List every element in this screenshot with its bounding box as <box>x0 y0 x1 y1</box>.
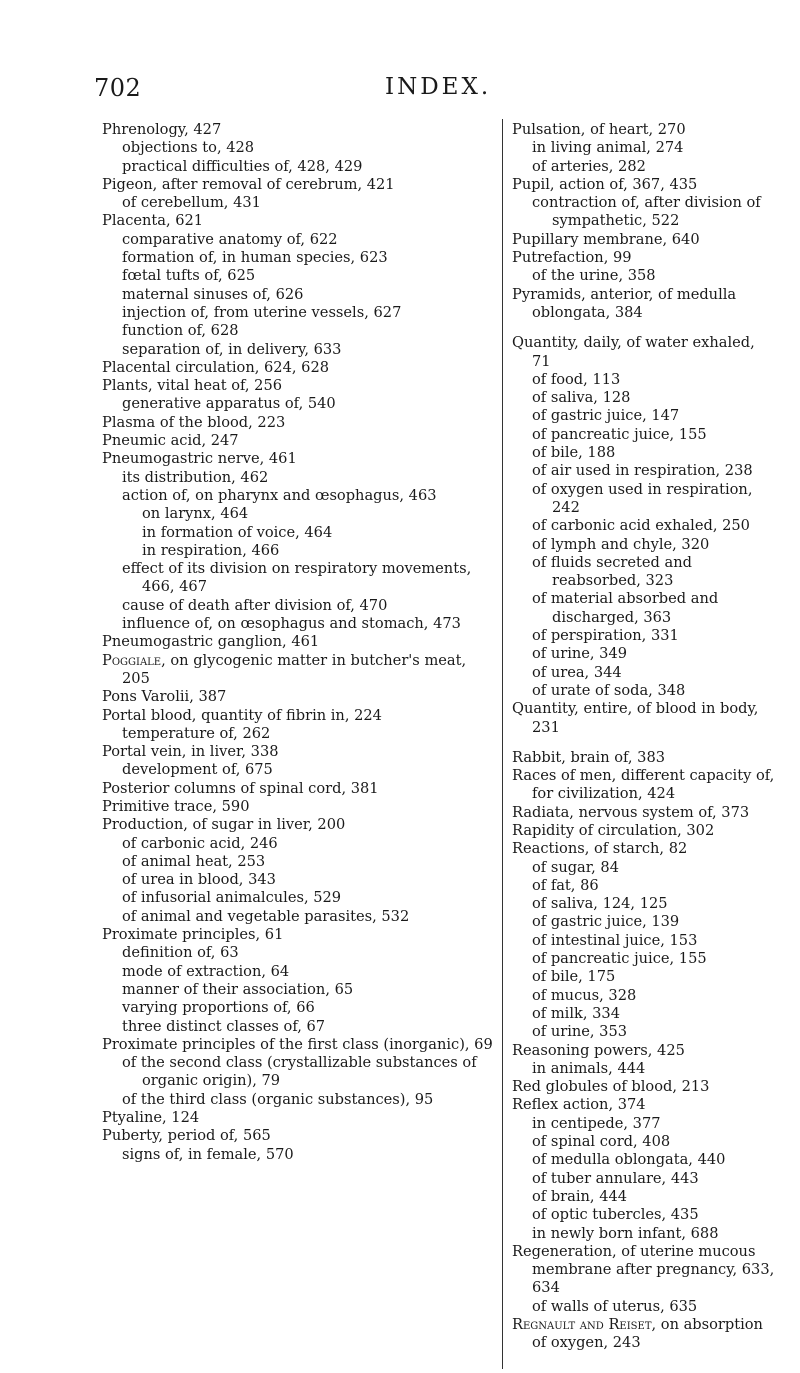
index-subentry <box>512 1023 777 1041</box>
entry-text: , on absorption of oxygen, 243 <box>532 1316 763 1352</box>
index-entry <box>102 780 494 798</box>
entry-text: Pulsation, of heart, 270 <box>512 121 686 138</box>
index-subentry <box>512 1188 777 1206</box>
index-subentry <box>102 1054 494 1091</box>
entry-text: Pneumogastric ganglion, 461 <box>102 633 320 651</box>
index-column-right <box>512 121 777 1353</box>
entry-text: comparative anatomy of, 622 <box>122 230 338 248</box>
index-subentry <box>102 249 494 267</box>
entry-text: Portal vein, in liver, 338 <box>102 743 279 761</box>
index-subentry <box>512 895 777 913</box>
entry-text: of saliva, 128 <box>532 389 631 407</box>
entry-text: Production, of sugar in liver, 200 <box>102 816 346 834</box>
entry-text: Pons Varolii, 387 <box>102 688 227 706</box>
entry-text: Proximate principles of the first class (inorganic), 69 <box>102 1035 493 1053</box>
index-entry <box>102 1127 494 1145</box>
entry-text: Plants, vital heat of, 256 <box>102 377 283 395</box>
entry-text: in animals, 444 <box>532 1059 646 1077</box>
entry-text: of cerebellum, 431 <box>122 194 261 212</box>
index-entry <box>102 743 494 761</box>
index-subentry <box>512 932 777 950</box>
entry-text: of animal and vegetable parasites, 532 <box>122 907 410 925</box>
index-subentry <box>512 536 777 554</box>
entry-text: cause of death after division of, 470 <box>122 596 388 614</box>
index-subentry <box>512 913 777 931</box>
entry-text: of air used in respiration, 238 <box>532 462 753 480</box>
index-subentry <box>102 1146 494 1164</box>
index-subentry <box>512 877 777 895</box>
index-subentry <box>512 554 777 591</box>
index-entry <box>102 414 494 432</box>
entry-text: of mucus, 328 <box>532 986 637 1004</box>
entry-text: Ptyaline, 124 <box>102 1109 200 1127</box>
index-entry <box>102 633 494 651</box>
index-subentry <box>512 389 777 407</box>
entry-text: of arteries, 282 <box>532 157 646 175</box>
index-entry <box>102 652 494 689</box>
entry-text: manner of their association, 65 <box>122 980 354 998</box>
index-subentry <box>512 1225 777 1243</box>
index-entry <box>512 700 777 737</box>
entry-text: of lymph and chyle, 320 <box>532 535 710 553</box>
entry-text: action of, on pharynx and œsophagus, 463 <box>122 486 437 504</box>
index-subentry <box>102 542 494 560</box>
entry-text: separation of, in delivery, 633 <box>122 340 342 358</box>
entry-text: on larynx, 464 <box>142 505 249 523</box>
index-subentry <box>512 682 777 700</box>
entry-text: of tuber annulare, 443 <box>532 1169 699 1187</box>
index-subentry <box>102 267 494 285</box>
entry-text: of milk, 334 <box>532 1004 620 1022</box>
entry-text: objections to, 428 <box>122 139 255 157</box>
index-subentry <box>102 981 494 999</box>
index-subentry <box>102 1018 494 1036</box>
entry-text: of gastric juice, 147 <box>532 407 680 425</box>
index-subentry <box>102 835 494 853</box>
index-entry <box>512 1042 777 1060</box>
index-subentry <box>512 444 777 462</box>
entry-text: of oxygen used in respiration, 242 <box>532 480 753 516</box>
entry-text: Pneumic acid, 247 <box>102 432 239 450</box>
index-subentry <box>512 1005 777 1023</box>
index-subentry <box>512 987 777 1005</box>
index-entry <box>102 926 494 944</box>
entry-text: Plasma of the blood, 223 <box>102 413 286 431</box>
index-entry <box>512 1078 777 1096</box>
entry-text: of spinal cord, 408 <box>532 1133 671 1151</box>
entry-text: of brain, 444 <box>532 1187 628 1205</box>
entry-text: in newly born infant, 688 <box>532 1224 719 1242</box>
entry-text: injection of, from uterine vessels, 627 <box>122 303 402 321</box>
entry-text: Pigeon, after removal of cerebrum, 421 <box>102 175 395 193</box>
entry-text: fœtal tufts of, 625 <box>122 267 256 285</box>
index-subentry <box>512 1206 777 1224</box>
entry-text: of carbonic acid exhaled, 250 <box>532 517 750 535</box>
entry-text: varying proportions of, 66 <box>122 999 315 1017</box>
index-subentry <box>512 1151 777 1169</box>
index-entry <box>512 334 777 371</box>
index-subentry <box>512 426 777 444</box>
index-subentry <box>102 761 494 779</box>
entry-text: Reactions, of starch, 82 <box>512 840 688 858</box>
entry-text: development of, 675 <box>122 761 273 779</box>
entry-text: in respiration, 466 <box>142 541 280 559</box>
entry-text: Radiata, nervous system of, 373 <box>512 803 750 821</box>
index-subentry <box>102 158 494 176</box>
index-subentry <box>102 139 494 157</box>
index-subentry <box>102 304 494 322</box>
index-entry <box>512 749 777 767</box>
index-entry <box>512 822 777 840</box>
index-subentry <box>102 908 494 926</box>
entry-text: Placental circulation, 624, 628 <box>102 358 330 376</box>
index-entry <box>102 816 494 834</box>
index-entry <box>102 212 494 230</box>
index-subentry <box>102 871 494 889</box>
entry-text: of urine, 353 <box>532 1023 628 1041</box>
index-subentry <box>512 1298 777 1316</box>
entry-text: of pancreatic juice, 155 <box>532 950 707 968</box>
index-subentry <box>512 462 777 480</box>
entry-text: Red globules of blood, 213 <box>512 1078 710 1096</box>
index-entry <box>102 798 494 816</box>
entry-text: definition of, 63 <box>122 944 239 962</box>
index-entry <box>512 286 777 323</box>
entry-text: Placenta, 621 <box>102 212 204 230</box>
index-column-left <box>102 121 494 1164</box>
entry-text: mode of extraction, 64 <box>122 962 290 980</box>
index-entry <box>512 176 777 194</box>
entry-text: Puberty, period of, 565 <box>102 1127 271 1145</box>
entry-text: Pupil, action of, 367, 435 <box>512 175 698 193</box>
author-name: Poggiale <box>102 651 162 669</box>
index-subentry <box>512 517 777 535</box>
index-subentry <box>102 322 494 340</box>
entry-text: Rapidity of circulation, 302 <box>512 821 715 839</box>
entry-text: of urine, 349 <box>532 645 628 663</box>
index-subentry <box>102 853 494 871</box>
entry-text: Regeneration, of uterine mucous membrane after pregnancy, 633, 634 <box>512 1242 775 1297</box>
index-subentry <box>512 194 777 231</box>
entry-text: of infusorial animalcules, 529 <box>122 889 342 907</box>
index-entry <box>512 249 777 267</box>
entry-text: of the second class (crystallizable substances of organic origin), 79 <box>122 1054 477 1090</box>
index-entry <box>102 688 494 706</box>
entry-text: Races of men, different capacity of, for civilization, 424 <box>512 767 775 803</box>
entry-text: of walls of uterus, 635 <box>532 1297 698 1315</box>
index-subentry <box>512 1060 777 1078</box>
entry-text: of intestinal juice, 153 <box>532 931 698 949</box>
index-subentry <box>102 341 494 359</box>
index-subentry <box>102 231 494 249</box>
entry-text: of saliva, 124, 125 <box>532 895 668 913</box>
entry-text: effect of its division on respiratory movements, 466, 467 <box>122 560 472 596</box>
entry-text: of medulla oblongata, 440 <box>532 1151 726 1169</box>
entry-text: of material absorbed and discharged, 363 <box>532 590 719 626</box>
entry-text: Pneumogastric nerve, 461 <box>102 450 297 468</box>
index-subentry <box>512 664 777 682</box>
entry-text: in formation of voice, 464 <box>142 523 333 541</box>
index-subentry <box>102 560 494 597</box>
index-subentry <box>512 267 777 285</box>
section-gap <box>512 322 777 334</box>
index-subentry <box>102 469 494 487</box>
entry-text: in living animal, 274 <box>532 139 684 157</box>
column-divider <box>502 119 503 1369</box>
index-subentry <box>102 487 494 505</box>
index-subentry <box>512 645 777 663</box>
index-entry <box>512 840 777 858</box>
entry-text: of fluids secreted and reabsorbed, 323 <box>532 553 692 590</box>
index-entry <box>512 231 777 249</box>
index-subentry <box>512 481 777 518</box>
index-subentry <box>512 1133 777 1151</box>
entry-text: Pupillary membrane, 640 <box>512 230 700 248</box>
index-subentry <box>102 597 494 615</box>
entry-text: , on glycogenic matter in butcher's meat, 205 <box>122 651 467 687</box>
index-subentry <box>102 999 494 1017</box>
entry-text: of food, 113 <box>532 370 621 388</box>
entry-text: influence of, on œsophagus and stomach, 473 <box>122 615 461 633</box>
entry-text: of sugar, 84 <box>532 858 619 876</box>
entry-text: Posterior columns of spinal cord, 381 <box>102 779 379 797</box>
running-head-title: INDEX. <box>385 74 492 100</box>
entry-text: of gastric juice, 139 <box>532 913 680 931</box>
index-subentry <box>102 1091 494 1109</box>
entry-text: Proximate principles, 61 <box>102 926 284 944</box>
index-subentry <box>512 407 777 425</box>
index-entry <box>102 1036 494 1054</box>
entry-text: Portal blood, quantity of fibrin in, 224 <box>102 706 382 724</box>
entry-text: Reasoning powers, 425 <box>512 1041 685 1059</box>
entry-text: of urea, 344 <box>532 663 622 681</box>
entry-text: of animal heat, 253 <box>122 852 266 870</box>
index-entry <box>512 1243 777 1298</box>
entry-text: Phrenology, 427 <box>102 121 222 138</box>
index-entry <box>102 377 494 395</box>
page-header <box>0 74 800 104</box>
index-subentry <box>102 505 494 523</box>
index-subentry <box>102 194 494 212</box>
index-subentry <box>102 889 494 907</box>
entry-text: formation of, in human species, 623 <box>122 249 388 267</box>
index-subentry <box>102 944 494 962</box>
index-entry <box>512 121 777 139</box>
index-entry <box>512 767 777 804</box>
index-subentry <box>102 615 494 633</box>
entry-text: its distribution, 462 <box>122 468 269 486</box>
index-entry <box>512 1096 777 1114</box>
index-entry <box>102 121 494 139</box>
index-subentry <box>512 950 777 968</box>
index-subentry <box>512 627 777 645</box>
index-subentry <box>102 524 494 542</box>
entry-text: three distinct classes of, 67 <box>122 1017 326 1035</box>
entry-text: of the third class (organic substances), 95 <box>122 1090 434 1108</box>
entry-text: Putrefaction, 99 <box>512 249 632 267</box>
entry-text: Quantity, entire, of blood in body, 231 <box>512 700 759 736</box>
entry-text: signs of, in female, 570 <box>122 1145 294 1163</box>
index-subentry <box>512 859 777 877</box>
entry-text: contraction of, after division of sympathetic, 522 <box>532 194 761 230</box>
entry-text: practical difficulties of, 428, 429 <box>122 157 363 175</box>
index-subentry <box>102 395 494 413</box>
entry-text: of optic tubercles, 435 <box>532 1206 699 1224</box>
entry-text: Quantity, daily, of water exhaled, 71 <box>512 334 755 370</box>
index-entry <box>102 176 494 194</box>
index-subentry <box>512 1115 777 1133</box>
index-entry <box>102 432 494 450</box>
entry-text: of urea in blood, 343 <box>122 871 276 889</box>
index-subentry <box>102 963 494 981</box>
entry-text: function of, 628 <box>122 322 239 340</box>
entry-text: Reflex action, 374 <box>512 1096 646 1114</box>
section-gap <box>512 737 777 749</box>
index-entry <box>102 359 494 377</box>
index-subentry <box>102 286 494 304</box>
entry-text: of bile, 188 <box>532 444 616 462</box>
page-number: 702 <box>94 74 142 102</box>
entry-text: generative apparatus of, 540 <box>122 395 336 413</box>
entry-text: temperature of, 262 <box>122 724 271 742</box>
index-entry <box>102 450 494 468</box>
index-entry <box>512 1316 777 1353</box>
index-subentry <box>512 590 777 627</box>
index-entry <box>102 707 494 725</box>
index-entry <box>102 1109 494 1127</box>
author-name: Regnault and Reiset <box>512 1316 652 1333</box>
index-subentry <box>512 371 777 389</box>
entry-text: maternal sinuses of, 626 <box>122 285 304 303</box>
entry-text: of the urine, 358 <box>532 267 656 285</box>
entry-text: Pyramids, anterior, of medulla oblongata, 384 <box>512 285 737 321</box>
entry-text: of carbonic acid, 246 <box>122 834 278 852</box>
entry-text: in centipede, 377 <box>532 1114 661 1132</box>
entry-text: Rabbit, brain of, 383 <box>512 748 666 766</box>
entry-text: of bile, 175 <box>532 968 616 986</box>
entry-text: of perspiration, 331 <box>532 627 679 645</box>
index-subentry <box>512 158 777 176</box>
entry-text: Primitive trace, 590 <box>102 797 250 815</box>
entry-text: of urate of soda, 348 <box>532 681 686 699</box>
entry-text: of pancreatic juice, 155 <box>532 425 707 443</box>
index-subentry <box>512 139 777 157</box>
index-subentry <box>512 968 777 986</box>
index-entry <box>512 804 777 822</box>
index-subentry <box>102 725 494 743</box>
entry-text: of fat, 86 <box>532 876 599 894</box>
index-subentry <box>512 1170 777 1188</box>
